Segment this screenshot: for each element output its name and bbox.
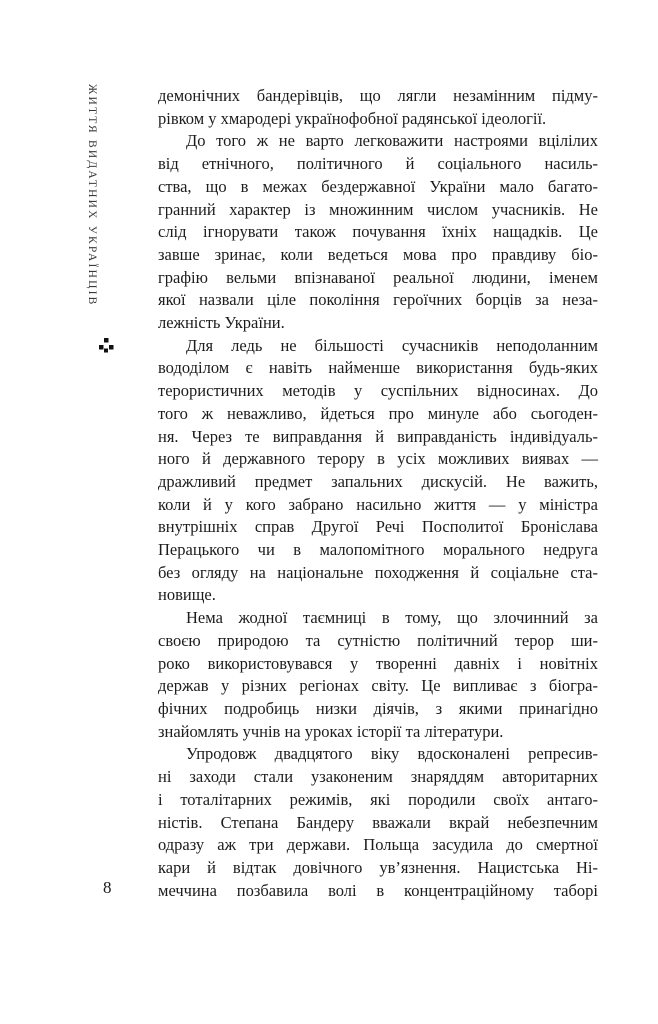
page-number: 8: [103, 878, 112, 897]
text-line: вододілом є навіть найменше використання будь-яких: [158, 358, 598, 378]
squares-ornament-icon: [98, 337, 114, 353]
text-line: Упродовж двадцятого віку вдосконалені репресив-: [186, 744, 598, 764]
text-line: того ж неважливо, йдеться про минуле або сьогоден-: [158, 403, 598, 423]
text-line: лежність України.: [158, 313, 285, 333]
text-line: Для ледь не більшості сучасників неподоланним: [186, 335, 598, 355]
text-line: гранний характер із множинним числом учасників. Не: [158, 199, 598, 219]
paragraph: [158, 85, 598, 130]
text-line: ні заходи стали узаконеним знаряддям авторитарних: [158, 767, 598, 787]
text-line: рівком у хмародері українофобної радянської ідеології.: [158, 108, 547, 128]
text-line: держав у різних регіонах світу. Це випливає з біогра-: [158, 676, 598, 696]
text-line: ністів. Степана Бандеру вважали вкрай небезпечним: [158, 812, 598, 832]
text-line: своєю природою та сутністю політичний терор ши-: [158, 630, 598, 650]
text-line: слід ігнорувати також почування їхніх нащадків. Це: [158, 222, 598, 242]
text-block: [158, 85, 598, 902]
paragraph: [158, 130, 598, 334]
text-line: завше зринає, коли ведеться мова про правдиву біо-: [158, 244, 598, 264]
paragraph: [158, 335, 598, 607]
text-line: роко використовувався у творенні давніх і новітніх: [158, 653, 598, 673]
text-line: кари й відтак довічного ув’язнення. Нацистська Ні-: [158, 857, 598, 877]
text-line: ства, що в межах бездержавної України мало багато-: [158, 176, 598, 196]
paragraph: [158, 607, 598, 743]
text-line: ня. Через те виправдання й виправданість індивідуаль-: [158, 426, 598, 446]
running-title: ЖИТТЯ ВИДАТНИХ УКРАЇНЦІВ: [86, 84, 98, 307]
text-line: від етнічного, політичного й соціального насиль-: [158, 154, 598, 174]
text-line: дражливий предмет запальних дискусій. Не важить,: [158, 471, 598, 491]
text-line: внутрішніх справ Другої Речі Посполитої Броніслава: [158, 517, 598, 537]
text-line: Перацького чи в малопомітного морального недруга: [158, 540, 598, 560]
text-line: меччина позбавила волі в концентраційному таборі: [158, 880, 598, 900]
text-line: одразу аж три держави. Польща засудила до смертної: [158, 835, 598, 855]
text-line: фічних подробиць низки діячів, з якими принагідно: [158, 698, 598, 718]
text-line: якої назвали ціле покоління героїчних борців за неза-: [158, 290, 598, 310]
text-line: Нема жодної таємниці в тому, що злочинний за: [186, 608, 598, 628]
text-line: графію вельми впізнаваної реальної людини, іменем: [158, 267, 598, 287]
text-line: і тоталітарних режимів, які породили своїх антаго-: [158, 789, 598, 809]
text-line: знайомлять учнів на уроках історії та літератури.: [158, 721, 504, 741]
text-line: демонічних бандерівців, що лягли незамінним підму-: [158, 86, 598, 105]
text-line: новище.: [158, 585, 216, 605]
text-line: терористичних методів у суспільних відносинах. До: [158, 381, 598, 401]
text-line: До того ж не варто легковажити настроями вцілілих: [186, 131, 598, 151]
text-line: без огляду на національне походження й соціальне ста-: [158, 562, 598, 582]
paragraph: [158, 743, 598, 902]
text-line: коли й у кого забрано насильно життя — у міністра: [158, 494, 598, 514]
text-line: ного й державного терору в усіх можливих виявах —: [158, 449, 598, 469]
